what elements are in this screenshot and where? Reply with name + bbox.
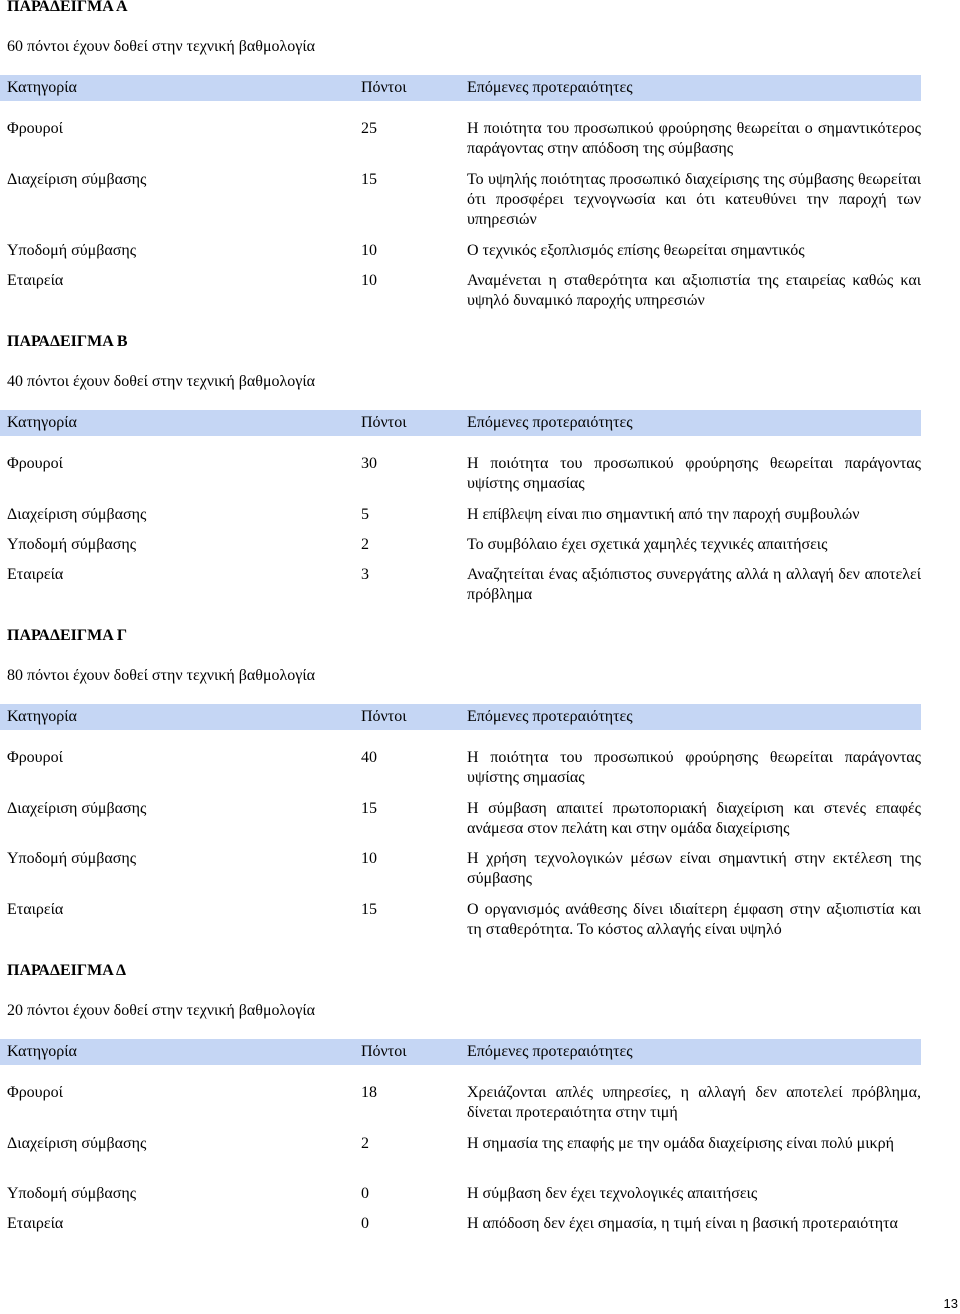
- row-points: 15: [361, 171, 377, 188]
- row-description: Το συμβόλαιο έχει σχετικά χαμηλές τεχνικές απαιτήσεις: [467, 536, 828, 553]
- example-d-subtitle: 20 πόντοι έχουν δοθεί στην τεχνική βαθμολογία: [7, 1002, 316, 1019]
- header-priorities: Επόμενες προτεραιότητες: [467, 79, 633, 96]
- row-category: Υποδομή σύμβασης: [7, 242, 137, 259]
- row-points: 0: [361, 1185, 369, 1202]
- row-points: 15: [361, 901, 377, 918]
- page-number: 13: [943, 1296, 958, 1311]
- row-points: 10: [361, 272, 377, 289]
- row-category: Διαχείριση σύμβασης: [7, 1135, 147, 1152]
- row-points: 10: [361, 850, 377, 867]
- row-category: Υποδομή σύμβασης: [7, 850, 137, 867]
- row-description: Ο οργανισμός ανάθεσης δίνει ιδιαίτερη έμφαση στην αξιοπιστία και τη σταθερότητα. Το κόστος αλλαγής είναι υψηλό: [467, 901, 921, 938]
- row-points: 40: [361, 749, 377, 766]
- header-category: Κατηγορία: [7, 1043, 77, 1060]
- row-description: Χρειάζονται απλές υπηρεσίες, η αλλαγή δεν αποτελεί πρόβλημα, δίνεται προτεραιότητα στην τιμή: [467, 1084, 921, 1121]
- row-category: Εταιρεία: [7, 1215, 64, 1232]
- example-c-table-header: [0, 704, 921, 730]
- row-points: 30: [361, 455, 377, 472]
- example-d-table-header: [0, 1039, 921, 1065]
- row-category: Φρουροί: [7, 120, 63, 137]
- example-a-subtitle: 60 πόντοι έχουν δοθεί στην τεχνική βαθμολογία: [7, 38, 316, 55]
- header-category: Κατηγορία: [7, 79, 77, 96]
- row-description: Η σύμβαση απαιτεί πρωτοποριακή διαχείριση και στενές επαφές ανάμεσα στον πελάτη και στην ομάδα διαχείρισης: [467, 800, 921, 837]
- row-description: Αναζητείται ένας αξιόπιστος συνεργάτης αλλά η αλλαγή δεν αποτελεί πρόβλημα: [467, 566, 921, 603]
- header-points: Πόντοι: [361, 1043, 407, 1060]
- header-priorities: Επόμενες προτεραιότητες: [467, 1043, 633, 1060]
- row-points: 10: [361, 242, 377, 259]
- example-b-subtitle: 40 πόντοι έχουν δοθεί στην τεχνική βαθμολογία: [7, 373, 316, 390]
- example-b-title: ΠΑΡΑΔΕΙΓΜΑ Β: [7, 333, 128, 350]
- example-c-title: ΠΑΡΑΔΕΙΓΜΑ Γ: [7, 627, 128, 644]
- row-description: Η ποιότητα του προσωπικού φρούρησης θεωρείται παράγοντας υψίστης σημασίας: [467, 455, 921, 492]
- example-b-table-header: [0, 410, 921, 436]
- example-a-title: ΠΑΡΑΔΕΙΓΜΑ Α: [7, 0, 128, 15]
- row-category: Εταιρεία: [7, 566, 64, 583]
- row-points: 2: [361, 536, 369, 553]
- row-category: Διαχείριση σύμβασης: [7, 800, 147, 817]
- header-points: Πόντοι: [361, 414, 407, 431]
- row-points: 15: [361, 800, 377, 817]
- row-description: Το υψηλής ποιότητας προσωπικό διαχείρισης της σύμβασης θεωρείται ότι προσφέρει τεχνογνωσία και ότι κατευθύνει την παροχή των υπηρεσιών: [467, 171, 921, 228]
- example-d-title: ΠΑΡΑΔΕΙΓΜΑ Δ: [7, 962, 127, 979]
- row-points: 3: [361, 566, 369, 583]
- example-a-table-header: [0, 75, 921, 101]
- row-description: Ο τεχνικός εξοπλισμός επίσης θεωρείται σημαντικός: [467, 242, 805, 259]
- example-c-subtitle: 80 πόντοι έχουν δοθεί στην τεχνική βαθμολογία: [7, 667, 316, 684]
- row-category: Φρουροί: [7, 749, 63, 766]
- row-category: Διαχείριση σύμβασης: [7, 506, 147, 523]
- row-description: Η απόδοση δεν έχει σημασία, η τιμή είναι η βασική προτεραιότητα: [467, 1215, 898, 1232]
- row-points: 5: [361, 506, 369, 523]
- header-priorities: Επόμενες προτεραιότητες: [467, 708, 633, 725]
- row-points: 2: [361, 1135, 369, 1152]
- row-category: Φρουροί: [7, 455, 63, 472]
- header-category: Κατηγορία: [7, 708, 77, 725]
- row-description: Η σύμβαση δεν έχει τεχνολογικές απαιτήσεις: [467, 1185, 758, 1202]
- row-category: Εταιρεία: [7, 272, 64, 289]
- row-points: 0: [361, 1215, 369, 1232]
- row-category: Φρουροί: [7, 1084, 63, 1101]
- row-description: Η ποιότητα του προσωπικού φρούρησης θεωρείται ο σημαντικότερος παράγοντας στην απόδοση της σύμβασης: [467, 120, 921, 157]
- row-category: Υποδομή σύμβασης: [7, 1185, 137, 1202]
- header-category: Κατηγορία: [7, 414, 77, 431]
- row-description: Η χρήση τεχνολογικών μέσων είναι σημαντική στην εκτέλεση της σύμβασης: [467, 850, 921, 887]
- header-points: Πόντοι: [361, 79, 407, 96]
- row-category: Εταιρεία: [7, 901, 64, 918]
- row-category: Υποδομή σύμβασης: [7, 536, 137, 553]
- header-priorities: Επόμενες προτεραιότητες: [467, 414, 633, 431]
- row-description: Η σημασία της επαφής με την ομάδα διαχείρισης είναι πολύ μικρή: [467, 1135, 894, 1152]
- header-points: Πόντοι: [361, 708, 407, 725]
- row-description: Η επίβλεψη είναι πιο σημαντική από την παροχή συμβουλών: [467, 506, 860, 523]
- row-category: Διαχείριση σύμβασης: [7, 171, 147, 188]
- row-points: 25: [361, 120, 377, 137]
- row-description: Η ποιότητα του προσωπικού φρούρησης θεωρείται παράγοντας υψίστης σημασίας: [467, 749, 921, 786]
- row-description: Αναμένεται η σταθερότητα και αξιοπιστία της εταιρείας καθώς και υψηλό δυναμικό παροχής υπηρεσιών: [467, 272, 921, 309]
- row-points: 18: [361, 1084, 377, 1101]
